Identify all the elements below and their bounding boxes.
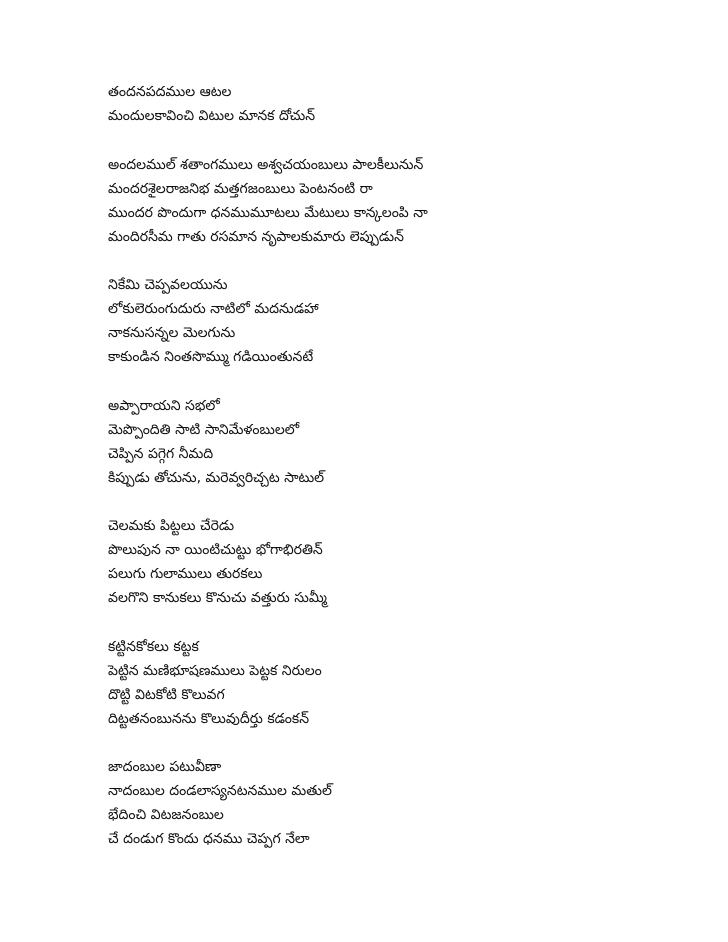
poem-line: కట్టినకోకలు కట్టక (108, 638, 199, 655)
stanza-7 (108, 755, 708, 851)
poem-line: వలగొని కానుకలు కొనుచు వత్తురు సుమ్మీ (108, 590, 327, 606)
poem-line: మందులకావించి విటుల మానక దోచున్ (108, 108, 316, 124)
poem-line: అందలముల్ శతాంగములు అశ్వచయంబులు పాలకీలునున్ (108, 156, 424, 173)
stanza-4 (108, 394, 708, 490)
poem-line: నికేమి చెప్పవలయును (108, 277, 228, 293)
poem-line: పెట్టిన మణిభూషణములు పెట్టక నిరులం (108, 662, 322, 679)
poem-line: దిట్టతనంబునను కొలువుదీర్తు కడంకన్ (108, 710, 310, 727)
stanza-2 (108, 153, 708, 249)
poem-line: లోకులెరుంగుదురు నాటిలో మదనుడహా (108, 301, 319, 317)
poem-line: చెలమకు పిట్టలు చేరెడు (108, 518, 235, 534)
stanza-5 (108, 514, 708, 610)
poem-line: తందనపదముల ఆటల (108, 84, 232, 100)
poem-line: ముందర పొందుగా ధనముమూటలు మేటులు కాన్కలంపి నా (108, 204, 428, 221)
poem-page (108, 80, 708, 876)
poem-line: చే దండుగ కొందు ధనము చెప్పగ నేలా (108, 831, 310, 847)
poem-line: నాకనుసన్నల మెలగును (108, 325, 236, 341)
poem-line: అప్పారాయని సభలో (108, 397, 220, 414)
poem-line: పలుగు గులాములు తురకలు (108, 566, 263, 582)
stanza-1 (108, 80, 708, 128)
poem-line: భేదించి విటజనంబుల (108, 807, 224, 823)
stanza-6 (108, 635, 708, 731)
poem-line: జాదంబుల పటువీణా (108, 759, 222, 775)
poem-line: నాదంబుల దండలాస్యనటనముల మతుల్ (108, 783, 332, 799)
poem-line: కాకుండిన నింతసొమ్ము గడియింతునటే (108, 349, 314, 365)
poem-line: మందిరసీమ గాతు రసమాన నృపాలకుమారు లెప్పుడున్ (108, 228, 404, 245)
poem-line: దొట్టి విటకోటి కొలువగ (108, 686, 225, 703)
stanza-3 (108, 273, 708, 369)
poem-line: చెప్పిన పగ్గెగ నీమది (108, 445, 214, 462)
poem-line: మందరశైలరాజనిభ మత్తగజంబులు పెంటనంటి రా (108, 180, 373, 197)
poem-line: పొలుపున నా యింటిచుట్టు భోగాభిరతిన్ (108, 542, 323, 558)
poem-line: మెప్పొందితి సాటి సానిమేళంబులలో (108, 421, 300, 438)
poem-line: కిప్పుడు తోచును, మరెవ్వరిచ్చట సాటుల్ (108, 469, 325, 486)
